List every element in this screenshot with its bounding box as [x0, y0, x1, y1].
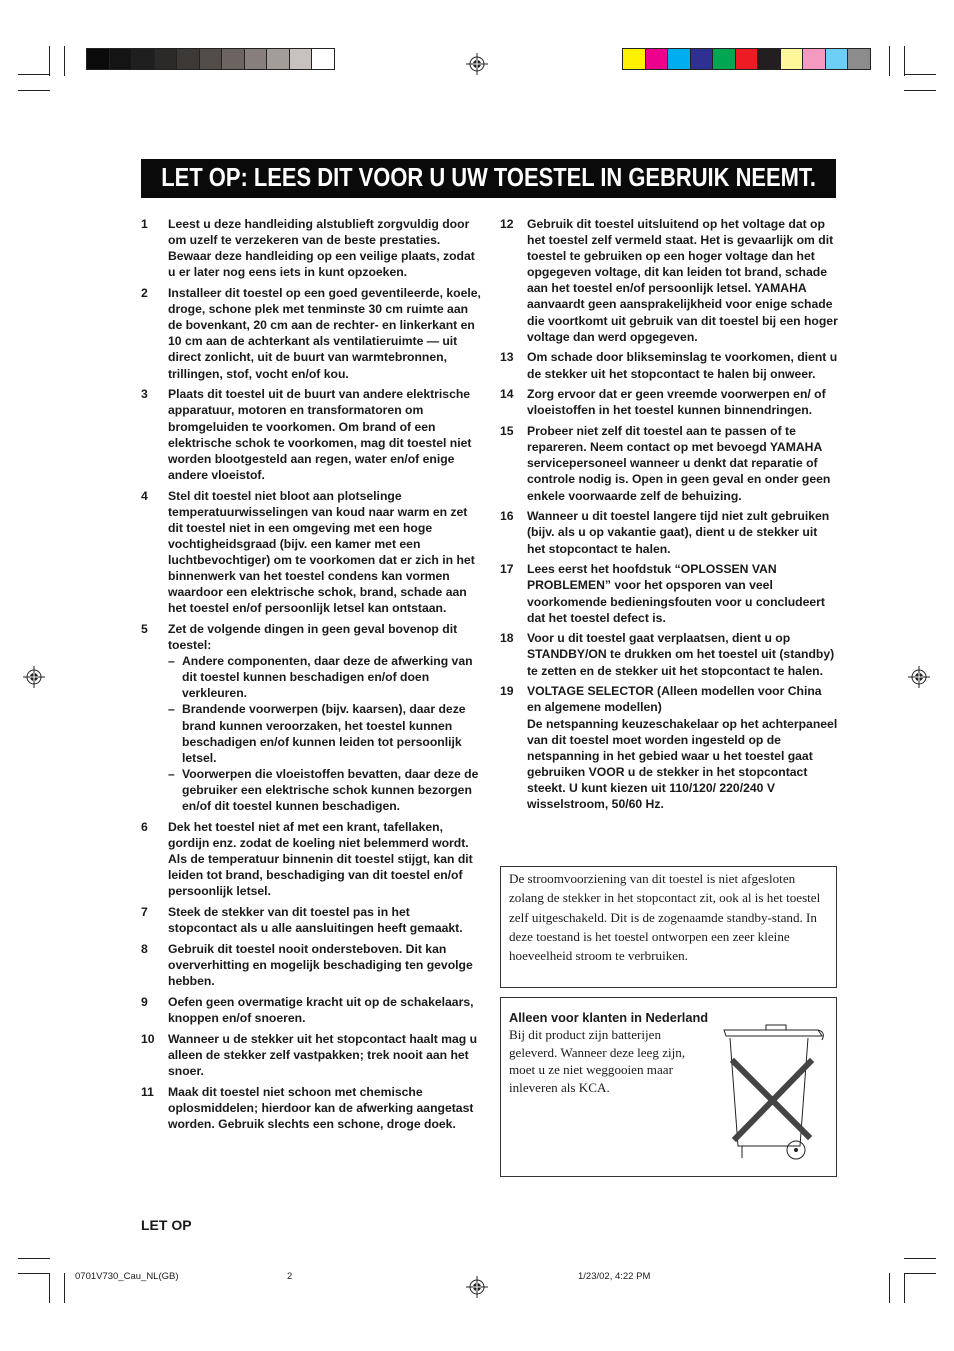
item-number: 15	[500, 424, 514, 439]
item-number: 2	[141, 286, 148, 301]
color-swatch	[200, 49, 223, 69]
item-body	[168, 386, 481, 483]
item-number: 14	[500, 387, 514, 402]
standby-note-box	[500, 866, 837, 988]
list-item	[500, 630, 838, 678]
item-number: 9	[141, 994, 148, 1009]
footer-filename: 0701V730_Cau_NL(GB)	[75, 1271, 179, 1282]
item-body	[527, 683, 838, 812]
color-swatch	[758, 49, 781, 69]
crop-mark	[889, 1273, 890, 1303]
item-body	[527, 508, 838, 556]
item-body	[527, 386, 838, 418]
battery-notice-heading: Alleen voor klanten in Nederland	[509, 1010, 709, 1025]
list-item	[141, 216, 481, 280]
list-item	[141, 285, 481, 382]
item-text: Gebruik dit toestel uitsluitend op het voltage dat op het toestel zelf vermeld staat. Het is gevaarlijk om dit toestel te gebruiken op een hoger voltage dan het opgegeven voltage, dit kan leiden tot brand, schade aan het toestel en/of persoonlijk letsel. YAMAHA aanvaardt geen aansprakelijkheid voor enige schade die voortkomt uit gebruik van dit toestel bij een hoger voltage dan werd opgegeven.	[527, 217, 838, 344]
item-number: 19	[500, 684, 514, 699]
color-swatch	[826, 49, 849, 69]
caution-list-right	[500, 216, 838, 817]
item-text: Voor u dit toestel gaat verplaatsen, dient u op STANDBY/ON te drukken om het toestel uit (standby) te zetten en de stekker uit het stopcontact te halen.	[527, 631, 835, 678]
color-swatch	[87, 49, 110, 69]
color-swatch	[110, 49, 133, 69]
crop-mark	[18, 90, 50, 91]
dash-bullet: –	[168, 702, 175, 717]
item-text: Gebruik dit toestel nooit ondersteboven. Dit kan oververhitting en mogelijk beschadiging ten gevolge hebben.	[168, 941, 473, 989]
item-body	[168, 904, 481, 936]
item-body	[527, 349, 838, 381]
crop-mark	[49, 46, 50, 76]
item-number: 7	[141, 904, 148, 919]
item-number: 1	[141, 217, 148, 231]
item-text: Leest u deze handleiding alstublieft zorgvuldig door om uzelf te verzekeren van de beste prestaties. Bewaar deze handleiding op een veilige plaats, zodat u er later nog eens iets in kunt opzoeken.	[168, 217, 475, 280]
crop-mark	[904, 1273, 936, 1274]
item-number: 11	[141, 1084, 154, 1099]
process-color-bar	[622, 48, 871, 70]
caution-list-left	[141, 216, 481, 1137]
color-swatch	[155, 49, 178, 69]
item-body	[168, 819, 481, 899]
list-item	[141, 1031, 481, 1079]
item-body	[527, 630, 838, 678]
section-label: LET OP	[141, 1217, 192, 1233]
item-text: Oefen geen overmatige kracht uit op de schakelaars, knoppen en/of snoeren.	[168, 994, 474, 1025]
color-swatch	[267, 49, 290, 69]
sub-item	[168, 701, 481, 765]
list-item	[500, 561, 838, 625]
item-number: 10	[141, 1031, 155, 1046]
item-body	[168, 994, 481, 1026]
color-swatch	[222, 49, 245, 69]
dash-bullet: –	[168, 654, 175, 669]
color-swatch	[736, 49, 759, 69]
item-number: 5	[141, 622, 148, 636]
item-number: 16	[500, 509, 514, 524]
item-text: Wanneer u dit toestel langere tijd niet zult gebruiken (bijv. als u op vakantie gaat), dient u de stekker uit het stopcontact te halen.	[527, 509, 830, 556]
list-item	[141, 621, 481, 814]
list-item	[141, 994, 481, 1026]
item-text: Plaats dit toestel uit de buurt van andere elektrische apparatuur, motoren en transformatoren om bromgeluiden te voorkomen. Om brand of een elektrische schok te voorkomen, mag dit toestel niet worden blootgesteld aan regen, water en/of enige andere vloeistof.	[168, 387, 472, 482]
list-item	[500, 508, 838, 556]
crop-mark	[49, 1273, 50, 1303]
item-text: Lees eerst het hoofdstuk “OPLOSSEN VAN PROBLEMEN” voor het opsporen van veel voorkomende bedieningsfouten voor u concludeert dat het toestel defect is.	[527, 562, 825, 625]
grayscale-color-bar	[86, 48, 335, 70]
item-number: 13	[500, 350, 514, 365]
registration-mark-icon	[908, 666, 930, 688]
item-text: Maak dit toestel niet schoon met chemische oplosmiddelen; hierdoor kan de afwerking aangetast worden. Gebruik slechts een schone, droge doek.	[168, 1084, 474, 1131]
item-number: 8	[141, 941, 148, 956]
color-swatch	[781, 49, 804, 69]
item-text: Zet de volgende dingen in geen geval bovenop dit toestel:	[168, 622, 458, 653]
color-swatch	[646, 49, 669, 69]
battery-notice-text: Bij dit product zijn batterijen geleverd. Wanneer deze leeg zijn, moet u ze niet weggooien maar inleveren als KCA.	[509, 1027, 686, 1095]
item-body	[168, 941, 481, 989]
footer-timestamp: 1/23/02, 4:22 PM	[578, 1271, 651, 1282]
crop-mark	[904, 1273, 905, 1303]
list-item	[500, 349, 838, 381]
crop-mark	[904, 74, 936, 75]
list-item	[500, 216, 838, 345]
item-body	[168, 216, 481, 280]
crop-mark	[904, 90, 936, 91]
dash-bullet: –	[168, 766, 175, 781]
color-swatch	[713, 49, 736, 69]
sub-item-text: Brandende voorwerpen (bijv. kaarsen), daar deze brand kunnen veroorzaken, het toestel kunnen beschadigen en/of kunnen leiden tot persoonlijk letsel.	[182, 702, 466, 765]
list-item	[141, 386, 481, 483]
sub-item-text: Voorwerpen die vloeistoffen bevatten, daar deze de gebruiker een elektrische schok kunnen bezorgen en/of dit toestel kunnen beschadigen.	[182, 766, 479, 814]
page-title: LET OP: LEES DIT VOOR U UW TOESTEL IN GEBRUIK NEEMT.	[161, 164, 816, 192]
crop-mark	[18, 1258, 50, 1259]
item-text: Om schade door blikseminslag te voorkomen, dient u de stekker uit het stopcontact te halen bij onweer.	[527, 350, 838, 381]
list-item	[141, 941, 481, 989]
registration-mark-icon	[466, 53, 488, 75]
color-swatch	[312, 49, 334, 69]
item-body	[527, 423, 838, 503]
item-text: Dek het toestel niet af met een krant, tafellaken, gordijn enz. zodat de koeling niet belemmerd wordt. Als de temperatuur binnenin dit toestel stijgt, kan dit leiden tot brand, beschadiging van dit toestel en/of persoonlijk letsel.	[168, 819, 473, 899]
crop-mark	[64, 1273, 65, 1303]
standby-note-text: De stroomvoorziening van dit toestel is niet afgesloten zolang de stekker in het stopcontact zit, ook al is het toestel zelf uitgeschakeld. Dit is de zogenaamde standby-stand. In deze toestand is het toestel ontworpen een zeer kleine hoeveelheid stroom te verbruiken.	[509, 871, 821, 964]
color-swatch	[290, 49, 313, 69]
list-item	[141, 488, 481, 617]
footer-page-number: 2	[287, 1271, 293, 1282]
registration-mark-icon	[466, 1276, 488, 1298]
item-text: Zorg ervoor dat er geen vreemde voorwerpen en/ of vloeistoffen in het toestel kunnen binnendringen.	[527, 387, 826, 418]
item-extra-text: De netspanning keuzeschakelaar op het achterpaneel van dit toestel moet worden ingesteld op de netspanning in het gebied waar u het toestel gaat gebruiken VOOR u de stekker in het stopcontact steekt. U kunt kiezen uit 110/120/ 220/240 V wisselstroom, 50/60 Hz.	[527, 716, 838, 811]
color-swatch	[623, 49, 646, 69]
list-item	[500, 386, 838, 418]
item-body	[168, 1031, 481, 1079]
list-item	[141, 904, 481, 936]
crop-mark	[904, 1258, 936, 1259]
list-item	[500, 683, 838, 812]
crop-mark	[18, 74, 50, 75]
item-text: Stel dit toestel niet bloot aan plotselinge temperatuurwisselingen van koud naar warm en zet dit toestel niet in een omgeving met een hoge vochtigheidsgraad (bijv. een kamer met een luchtbevochtiger) om te voorkomen dat er zich in het binnenwerk van het toestel condens kan vormen waardoor een elektrische schok, brand, schade aan het toestel en/of persoonlijk letsel kan ontstaan.	[168, 488, 475, 616]
page-title-banner	[141, 159, 836, 198]
crop-mark	[18, 1273, 50, 1274]
item-body	[168, 285, 481, 382]
item-text: Probeer niet zelf dit toestel aan te passen of te repareren. Neem contact op met bevoegd YAMAHA servicepersoneel wanneer u denkt dat reparatie of controle nodig is. Open in geen geval en onder geen enkele voorwaarde zelf de behuizing.	[527, 424, 831, 503]
item-body	[168, 488, 481, 617]
color-swatch	[668, 49, 691, 69]
list-item	[141, 819, 481, 899]
item-body	[527, 216, 838, 345]
item-text: Wanneer u de stekker uit het stopcontact haalt mag u alleen de stekker zelf vastpakken; trek nooit aan het snoer.	[168, 1031, 478, 1078]
item-number: 12	[500, 217, 514, 231]
crop-mark	[904, 46, 905, 76]
item-number: 17	[500, 562, 514, 577]
item-number: 3	[141, 387, 148, 402]
item-number: 6	[141, 819, 148, 834]
item-body	[168, 621, 481, 814]
sub-item	[168, 766, 481, 814]
color-swatch	[245, 49, 268, 69]
color-swatch	[177, 49, 200, 69]
color-swatch	[691, 49, 714, 69]
color-swatch	[132, 49, 155, 69]
item-body	[527, 561, 838, 625]
item-text: Steek de stekker van dit toestel pas in het stopcontact als u alle aansluitingen heeft gemaakt.	[168, 904, 463, 936]
crossed-out-wheelie-bin-icon	[722, 1022, 826, 1164]
item-number: 4	[141, 488, 148, 503]
item-text: VOLTAGE SELECTOR (Alleen modellen voor China en algemene modellen)	[527, 684, 822, 715]
sub-item-text: Andere componenten, daar deze de afwerking van dit toestel kunnen beschadigen en/of doen verkleuren.	[182, 654, 473, 701]
item-text: Installeer dit toestel op een goed geventileerde, koele, droge, schone plek met tenminste 30 cm ruimte aan de bovenkant, 20 cm aan de rechter- en linkerkant en 10 cm aan de achterkant als ventilatieruimte — uit direct zonlicht, uit de buurt van warmtebronnen, trillingen, stof, vocht en/of kou.	[168, 286, 481, 381]
list-item	[141, 1084, 481, 1132]
item-number: 18	[500, 631, 514, 646]
color-swatch	[848, 49, 870, 69]
item-body	[168, 1084, 481, 1132]
crop-mark	[889, 46, 890, 76]
sub-item	[168, 653, 481, 701]
list-item	[500, 423, 838, 503]
registration-mark-icon	[23, 666, 45, 688]
color-swatch	[803, 49, 826, 69]
crop-mark	[64, 46, 65, 76]
